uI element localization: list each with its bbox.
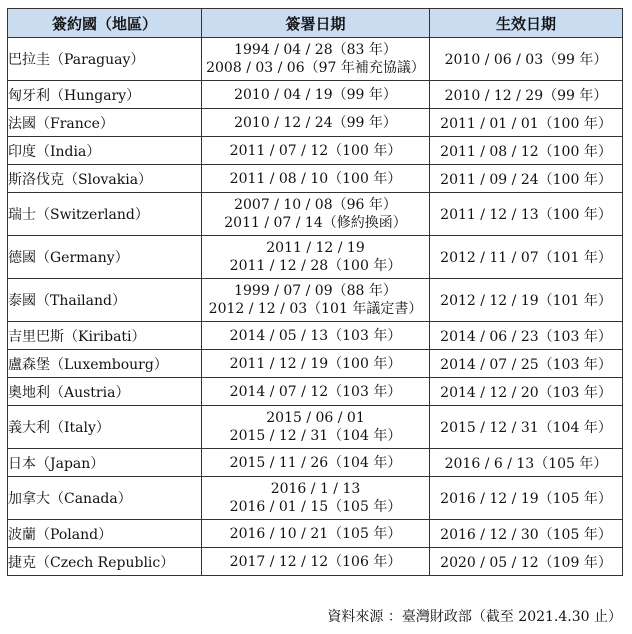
signed-date-cell — [202, 279, 430, 322]
header-row — [8, 9, 623, 38]
effective-date-cell: 2016 / 12 / 19（105 年） — [430, 477, 623, 520]
country-cell: 日本（Japan） — [8, 449, 202, 477]
country-cell: 吉里巴斯（Kiribati） — [8, 322, 202, 350]
country-cell: 巴拉圭（Paraguay） — [8, 38, 202, 81]
effective-date-cell: 2010 / 06 / 03（99 年） — [430, 38, 623, 81]
effective-date-cell: 2011 / 09 / 24（100 年） — [430, 165, 623, 193]
effective-date-cell: 2012 / 12 / 19（101 年） — [430, 279, 623, 322]
signed-date-cell — [202, 477, 430, 520]
table-row — [8, 109, 623, 137]
table-row — [8, 137, 623, 165]
signed-date-cell — [202, 193, 430, 236]
signed-date-line: 2011 / 12 / 19（100 年） — [229, 355, 402, 372]
signed-date-cell — [202, 406, 430, 449]
signed-date-line: 2016 / 1 / 13 — [270, 481, 361, 497]
signed-date-line: 2016 / 01 / 15（105 年） — [229, 499, 402, 515]
country-cell: 瑞士（Switzerland） — [8, 193, 202, 236]
source-note: 資料來源 ：臺灣財政部（截至 2021.4.30 止） — [327, 609, 622, 625]
table-row — [8, 477, 623, 520]
signed-date-line: 2015 / 11 / 26（104 年） — [229, 454, 402, 471]
country-cell: 匈牙利（Hungary） — [8, 81, 202, 109]
effective-date-cell: 2011 / 08 / 12（100 年） — [430, 137, 623, 165]
signed-date-line: 1994 / 04 / 28（83 年） — [234, 42, 397, 58]
table-row — [8, 279, 623, 322]
signed-date-line: 2015 / 12 / 31（104 年） — [229, 428, 402, 444]
effective-date-cell: 2014 / 12 / 20（103 年） — [430, 378, 623, 406]
signed-date-line: 2017 / 12 / 12（106 年） — [229, 553, 402, 570]
signed-date-cell — [202, 378, 430, 406]
table-body — [8, 38, 623, 576]
signed-date-cell — [202, 322, 430, 350]
treaty-table — [7, 8, 623, 576]
country-cell: 法國（France） — [8, 109, 202, 137]
signed-date-cell — [202, 38, 430, 81]
signed-date-line: 2016 / 10 / 21（105 年） — [229, 525, 402, 542]
table-row — [8, 322, 623, 350]
signed-date-cell — [202, 548, 430, 576]
country-cell: 奧地利（Austria） — [8, 378, 202, 406]
table-row — [8, 378, 623, 406]
signed-date-cell — [202, 81, 430, 109]
effective-date-cell: 2014 / 06 / 23（103 年） — [430, 322, 623, 350]
header-effective-date: 生效日期 — [430, 9, 623, 38]
signed-date-line: 2010 / 04 / 19（99 年） — [234, 86, 397, 103]
signed-date-cell — [202, 137, 430, 165]
effective-date-cell: 2014 / 07 / 25（103 年） — [430, 350, 623, 378]
table-row — [8, 38, 623, 81]
table-row — [8, 81, 623, 109]
signed-date-line: 2012 / 12 / 03（101 年議定書） — [208, 301, 423, 317]
country-cell: 泰國（Thailand） — [8, 279, 202, 322]
effective-date-cell: 2011 / 01 / 01（100 年） — [430, 109, 623, 137]
country-cell: 德國（Germany） — [8, 236, 202, 279]
effective-date-cell: 2010 / 12 / 29（99 年） — [430, 81, 623, 109]
table-row — [8, 165, 623, 193]
table-row — [8, 350, 623, 378]
signed-date-cell — [202, 236, 430, 279]
signed-date-line: 2011 / 08 / 10（100 年） — [229, 170, 402, 187]
signed-date-line: 2010 / 12 / 24（99 年） — [234, 114, 397, 131]
country-cell: 盧森堡（Luxembourg） — [8, 350, 202, 378]
effective-date-cell: 2015 / 12 / 31（104 年） — [430, 406, 623, 449]
country-cell: 波蘭（Poland） — [8, 520, 202, 548]
effective-date-cell: 2016 / 6 / 13（105 年） — [430, 449, 623, 477]
signed-date-line: 2011 / 07 / 14（修約換函） — [224, 215, 407, 231]
effective-date-cell: 2011 / 12 / 13（100 年） — [430, 193, 623, 236]
signed-date-line: 2014 / 07 / 12（103 年） — [229, 383, 402, 400]
signed-date-cell — [202, 165, 430, 193]
signed-date-line: 2011 / 12 / 19 — [266, 240, 365, 256]
signed-date-line: 1999 / 07 / 09（88 年） — [234, 283, 397, 299]
signed-date-line: 2008 / 03 / 06（97 年補充協議） — [206, 60, 425, 76]
country-cell: 斯洛伐克（Slovakia） — [8, 165, 202, 193]
header-country: 簽約國（地區） — [8, 9, 202, 38]
country-cell: 印度（India） — [8, 137, 202, 165]
signed-date-cell — [202, 520, 430, 548]
country-cell: 捷克（Czech Republic） — [8, 548, 202, 576]
signed-date-cell — [202, 449, 430, 477]
country-cell: 加拿大（Canada） — [8, 477, 202, 520]
effective-date-cell: 2020 / 05 / 12（109 年） — [430, 548, 623, 576]
table-row — [8, 449, 623, 477]
effective-date-cell: 2016 / 12 / 30（105 年） — [430, 520, 623, 548]
signed-date-line: 2011 / 12 / 28（100 年） — [229, 258, 402, 274]
table-row — [8, 406, 623, 449]
table-row — [8, 520, 623, 548]
table-row — [8, 236, 623, 279]
table-row — [8, 548, 623, 576]
signed-date-cell — [202, 109, 430, 137]
table-row — [8, 193, 623, 236]
signed-date-cell — [202, 350, 430, 378]
header-signed-date: 簽署日期 — [202, 9, 430, 38]
signed-date-line: 2014 / 05 / 13（103 年） — [229, 327, 402, 344]
effective-date-cell: 2012 / 11 / 07（101 年） — [430, 236, 623, 279]
signed-date-line: 2015 / 06 / 01 — [266, 410, 365, 426]
signed-date-line: 2007 / 10 / 08（96 年） — [234, 197, 397, 213]
signed-date-line: 2011 / 07 / 12（100 年） — [229, 142, 402, 159]
country-cell: 義大利（Italy） — [8, 406, 202, 449]
